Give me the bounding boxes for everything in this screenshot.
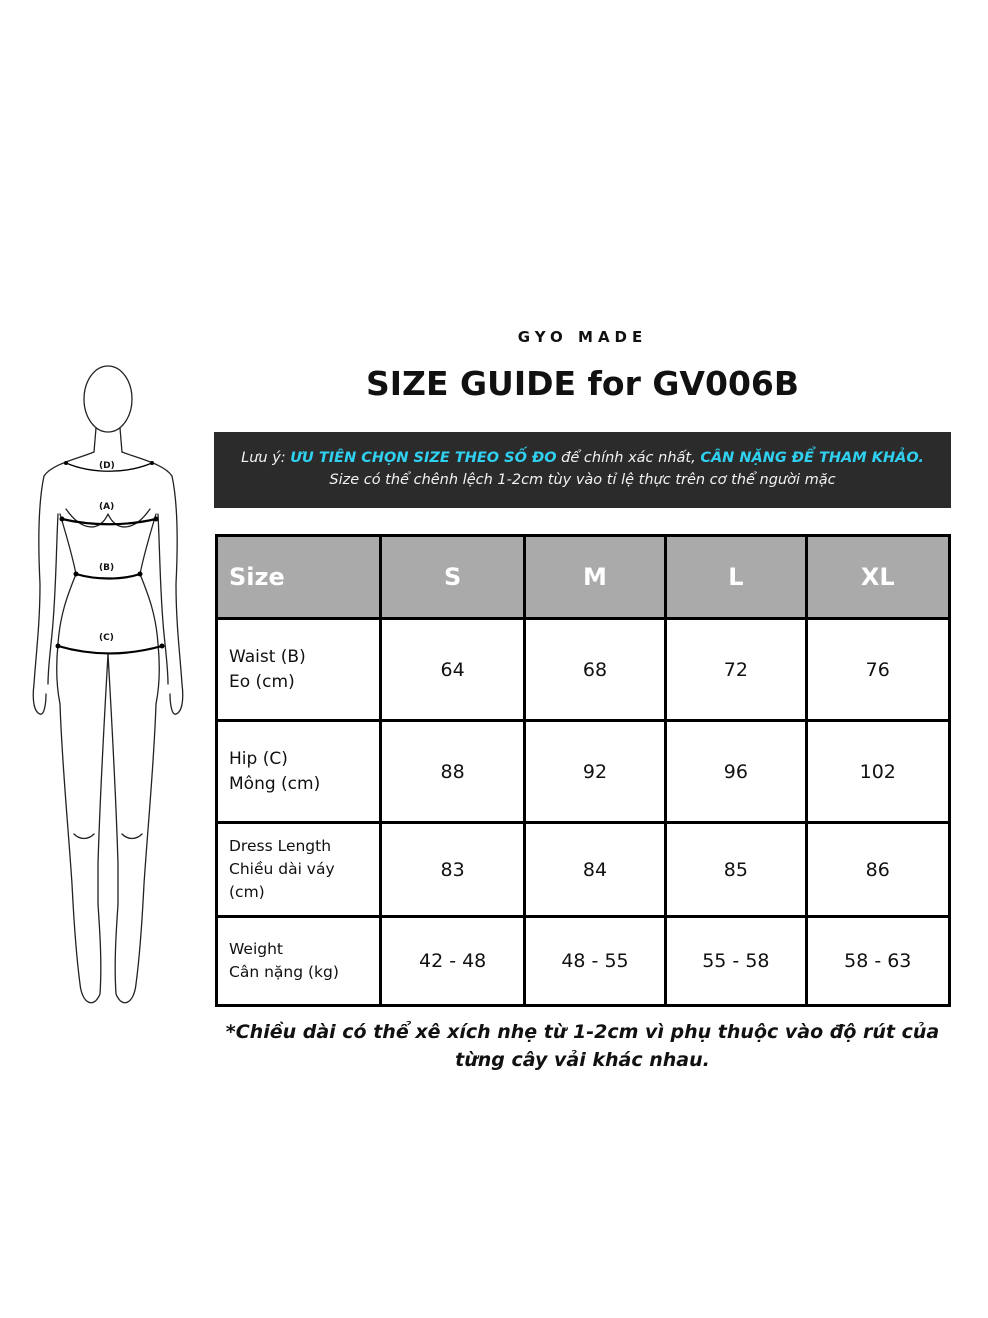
row-label-en: Weight (229, 940, 284, 958)
table-header-row (217, 536, 950, 619)
table-cell: 76 (806, 619, 949, 721)
row-label-en: Dress Length (229, 837, 332, 855)
header-xl: XL (806, 536, 949, 619)
row-label-vi: Eo (cm) (229, 671, 295, 692)
footnote-line-1: *Chiều dài có thể xê xích nhẹ từ 1-2cm vì phụ thuộc vào độ rút của (225, 1021, 940, 1043)
table-cell: 48 - 55 (524, 917, 665, 1006)
table-cell: 42 - 48 (381, 917, 524, 1006)
note-prefix: Lưu ý: (241, 450, 291, 466)
measure-line-c (58, 646, 162, 654)
size-table (215, 534, 951, 1007)
body-outline-illustration (22, 364, 202, 1014)
table-cell: 88 (381, 721, 524, 823)
page-title: SIZE GUIDE for GV006B (365, 364, 800, 403)
row-label-en: Hip (C) (229, 748, 288, 769)
row-label-en: Waist (B) (229, 646, 306, 667)
brand-name: GYO MADE (517, 328, 648, 346)
header-m: M (524, 536, 665, 619)
row-label-vi: Cân nặng (kg) (229, 963, 339, 981)
header-s: S (381, 536, 524, 619)
table-row-length (217, 823, 950, 917)
measure-line-b (76, 574, 140, 579)
note-line-1 (214, 447, 951, 469)
note-banner (214, 432, 951, 508)
measure-label-d: (D) (99, 461, 115, 471)
table-cell: 72 (666, 619, 806, 721)
table-row-waist (217, 619, 950, 721)
row-label-vi: Chiều dài váy (229, 860, 335, 878)
table-cell: 85 (666, 823, 806, 917)
note-highlight-weight: CÂN NẶNG ĐỂ THAM KHẢO. (700, 450, 924, 466)
row-label (217, 823, 381, 917)
header-size: Size (217, 536, 381, 619)
row-label (217, 721, 381, 823)
row-label-vi: Mông (cm) (229, 773, 321, 794)
measure-label-b: (B) (99, 563, 115, 573)
row-label (217, 619, 381, 721)
table-cell: 92 (524, 721, 665, 823)
table-cell: 96 (666, 721, 806, 823)
table-cell: 86 (806, 823, 949, 917)
footnote-line-2: từng cây vải khác nhau. (455, 1049, 710, 1071)
row-label-unit: (cm) (229, 883, 265, 901)
note-middle: để chính xác nhất, (556, 450, 701, 466)
table-cell: 84 (524, 823, 665, 917)
footnote (215, 1018, 950, 1074)
table-cell: 55 - 58 (666, 917, 806, 1006)
measure-label-a: (A) (99, 502, 115, 512)
table-cell: 68 (524, 619, 665, 721)
table-row-weight (217, 917, 950, 1006)
row-label (217, 917, 381, 1006)
body-measurement-figure (22, 364, 202, 1014)
measure-label-c: (C) (99, 633, 114, 643)
table-cell: 102 (806, 721, 949, 823)
note-highlight-measure: ƯU TIÊN CHỌN SIZE THEO SỐ ĐO (290, 450, 557, 466)
note-line-2: Size có thể chênh lệch 1-2cm tùy vào tỉ lệ thực trên cơ thể người mặc (329, 472, 836, 488)
table-cell: 83 (381, 823, 524, 917)
header-l: L (666, 536, 806, 619)
table-row-hip (217, 721, 950, 823)
table-cell: 64 (381, 619, 524, 721)
head-shape (84, 366, 132, 432)
table-cell: 58 - 63 (806, 917, 949, 1006)
